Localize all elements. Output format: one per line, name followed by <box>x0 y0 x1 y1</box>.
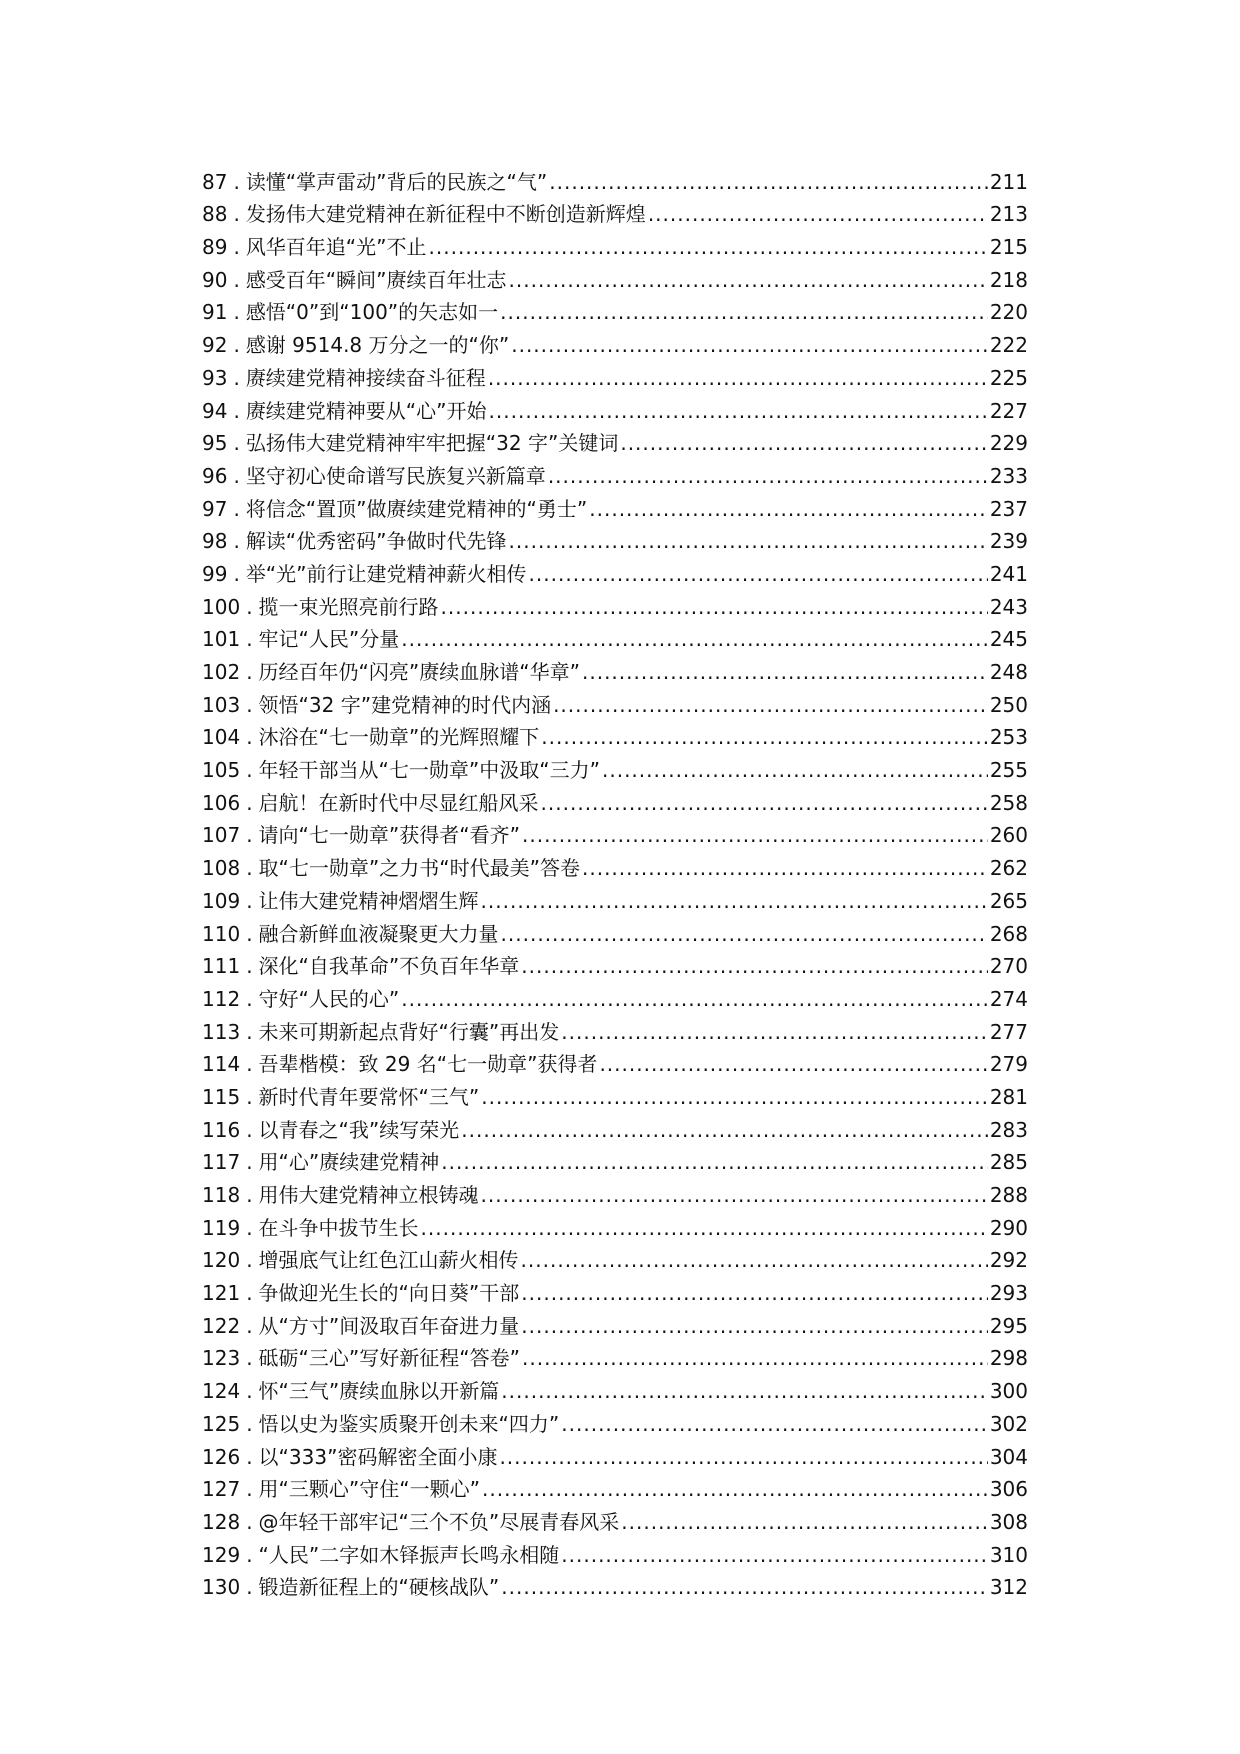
toc-entry-page-number: 225 <box>989 365 1028 390</box>
toc-entry-number: 93 <box>202 365 228 390</box>
toc-entry-number: 129 <box>202 1542 241 1567</box>
toc-entry-title: 以青春之“我”续写荣光 <box>258 1117 460 1142</box>
toc-entry-page-number: 253 <box>989 725 1028 750</box>
toc-entry-page-number: 293 <box>989 1281 1028 1306</box>
toc-entry[interactable] <box>202 1045 1028 1078</box>
toc-entry-title: 让伟大建党精神熠熠生辉 <box>258 888 479 913</box>
toc-entry-title: 砥砺“三心”写好新征程“答卷” <box>258 1346 520 1371</box>
toc-entry-number: 104 <box>202 725 241 750</box>
toc-entry-page-number: 260 <box>989 823 1028 848</box>
toc-entry-number: 113 <box>202 1019 241 1044</box>
toc-entry-page-number: 268 <box>989 921 1028 946</box>
toc-entry-page-number: 211 <box>989 169 1028 194</box>
toc-entry[interactable] <box>202 1470 1028 1503</box>
toc-entry-number: 130 <box>202 1575 241 1600</box>
toc-entry-page-number: 255 <box>989 758 1028 783</box>
toc-entry-separator: . <box>246 1019 253 1044</box>
toc-entry-number: 121 <box>202 1281 241 1306</box>
toc-entry-separator: . <box>246 1477 253 1502</box>
toc-entry-separator: . <box>233 496 240 521</box>
toc-entry-number: 95 <box>202 431 228 456</box>
toc-entry-separator: . <box>246 660 253 684</box>
toc-dot-leader <box>529 561 988 587</box>
toc-entry[interactable] <box>202 750 1028 783</box>
toc-entry[interactable] <box>202 554 1028 587</box>
toc-entry-title: 融合新鲜血液凝聚更大力量 <box>258 921 499 946</box>
toc-entry-page-number: 302 <box>989 1411 1028 1436</box>
toc-dot-leader <box>522 822 988 848</box>
toc-entry-separator: . <box>233 398 240 423</box>
toc-entry-title: 坚守初心使命谱写民族复兴新篇章 <box>245 463 546 488</box>
toc-entry-number: 110 <box>202 921 241 946</box>
toc-dot-leader <box>441 594 988 620</box>
toc-entry-title: 赓续建党精神接续奋斗征程 <box>245 365 486 390</box>
toc-entry-page-number: 233 <box>989 463 1028 488</box>
toc-entry[interactable] <box>202 848 1028 881</box>
toc-entry-page-number: 310 <box>989 1542 1028 1567</box>
toc-entry-separator: . <box>246 921 253 946</box>
toc-entry-page-number: 274 <box>989 986 1028 1011</box>
toc-entry[interactable] <box>202 358 1028 391</box>
toc-entry-page-number: 220 <box>989 300 1028 325</box>
toc-dot-leader <box>481 888 988 914</box>
toc-entry[interactable] <box>202 489 1028 522</box>
toc-entry-number: 94 <box>202 398 228 423</box>
toc-entry[interactable] <box>202 227 1028 260</box>
toc-entry-number: 105 <box>202 758 241 783</box>
toc-entry-number: 92 <box>202 333 228 358</box>
toc-entry[interactable] <box>202 1175 1028 1208</box>
toc-entry-page-number: 265 <box>989 888 1028 913</box>
toc-dot-leader <box>421 1215 988 1241</box>
toc-entry-number: 128 <box>202 1509 241 1534</box>
toc-entry-title: 举“光”前行让建党精神薪火相传 <box>245 561 527 586</box>
toc-entry-page-number: 262 <box>989 856 1028 881</box>
toc-entry[interactable] <box>202 1012 1028 1045</box>
toc-entry-title: 沐浴在“七一勋章”的光辉照耀下 <box>258 725 540 750</box>
toc-entry[interactable] <box>202 783 1028 816</box>
toc-entry-page-number: 248 <box>989 660 1028 684</box>
toc-entry[interactable] <box>202 391 1028 424</box>
toc-entry[interactable] <box>202 1143 1028 1176</box>
toc-entry-number: 101 <box>202 627 241 652</box>
toc-dot-leader <box>599 1051 987 1077</box>
toc-entry-title: 揽一束光照亮前行路 <box>258 594 439 619</box>
toc-entry-number: 98 <box>202 529 228 554</box>
toc-dot-leader <box>401 626 988 652</box>
toc-entry-number: 124 <box>202 1379 241 1404</box>
toc-entry[interactable] <box>202 652 1028 685</box>
toc-entry-title: 请向“七一勋章”获得者“看齐” <box>258 823 520 848</box>
toc-entry-title: 增强底气让红色江山薪火相传 <box>258 1248 519 1273</box>
toc-entry-page-number: 288 <box>989 1183 1028 1207</box>
toc-dot-leader <box>521 1313 988 1339</box>
toc-entry[interactable] <box>202 162 1028 195</box>
toc-entry-separator: . <box>233 561 240 586</box>
toc-dot-leader <box>509 267 988 293</box>
toc-entry-page-number: 295 <box>989 1313 1028 1338</box>
toc-dot-leader <box>511 332 988 358</box>
toc-entry-title: 感悟“0”到“100”的矢志如一 <box>245 300 499 325</box>
toc-entry-title: 读懂“掌声雷动”背后的民族之“气” <box>245 169 548 194</box>
toc-entry-page-number: 218 <box>989 267 1028 292</box>
toc-entry-separator: . <box>246 1575 253 1600</box>
toc-entry-number: 102 <box>202 660 241 684</box>
toc-entry-separator: . <box>246 1542 253 1567</box>
toc-entry[interactable] <box>202 195 1028 228</box>
toc-entry-page-number: 285 <box>989 1150 1028 1175</box>
toc-entry-title: 赓续建党精神要从“心”开始 <box>245 398 487 423</box>
toc-entry[interactable] <box>202 424 1028 457</box>
toc-entry-title: 将信念“置顶”做赓续建党精神的“勇士” <box>245 496 588 521</box>
toc-entry-title: 悟以史为鉴实质聚开创未来“四力” <box>258 1411 560 1436</box>
toc-entry[interactable] <box>202 1404 1028 1437</box>
toc-entry-number: 122 <box>202 1313 241 1338</box>
toc-entry-page-number: 290 <box>989 1215 1028 1240</box>
toc-entry-number: 112 <box>202 986 241 1011</box>
toc-entry-page-number: 243 <box>989 594 1028 619</box>
toc-dot-leader <box>401 986 988 1012</box>
toc-entry-title: 历经百年仍“闪亮”赓续血脉谱“华章” <box>258 660 580 684</box>
toc-entry[interactable] <box>202 881 1028 914</box>
toc-entry-separator: . <box>233 202 240 227</box>
toc-entry-separator: . <box>246 725 253 750</box>
toc-entry[interactable] <box>202 260 1028 293</box>
toc-dot-leader <box>589 496 988 522</box>
toc-entry-separator: . <box>246 1248 253 1273</box>
toc-entry-separator: . <box>246 1346 253 1371</box>
toc-entry[interactable] <box>202 1077 1028 1110</box>
toc-entry[interactable] <box>202 1535 1028 1568</box>
toc-entry-separator: . <box>246 1444 253 1469</box>
toc-entry[interactable] <box>202 979 1028 1012</box>
toc-entry-title: 争做迎光生长的“向日葵”干部 <box>258 1281 520 1306</box>
toc-entry-page-number: 213 <box>989 202 1028 227</box>
toc-entry-number: 127 <box>202 1477 241 1502</box>
toc-entry-number: 126 <box>202 1444 241 1469</box>
toc-entry-page-number: 241 <box>989 561 1028 586</box>
toc-entry-title: 弘扬伟大建党精神牢牢把握“32 字”关键词 <box>245 431 619 456</box>
toc-dot-leader <box>602 757 988 783</box>
toc-entry-number: 108 <box>202 856 241 881</box>
toc-entry-page-number: 298 <box>989 1346 1028 1371</box>
toc-entry-separator: . <box>246 1117 253 1142</box>
toc-entry[interactable] <box>202 456 1028 489</box>
toc-dot-leader <box>429 234 988 260</box>
toc-entry-number: 97 <box>202 496 228 521</box>
toc-dot-leader <box>521 1280 988 1306</box>
toc-entry-title: 锻造新征程上的“硬核战队” <box>258 1575 500 1600</box>
toc-entry-separator: . <box>233 431 240 456</box>
toc-entry-page-number: 300 <box>989 1379 1028 1404</box>
toc-entry-separator: . <box>246 692 253 717</box>
toc-entry[interactable] <box>202 1273 1028 1306</box>
toc-entry[interactable] <box>202 685 1028 718</box>
toc-entry-page-number: 222 <box>989 333 1028 358</box>
toc-entry[interactable] <box>202 947 1028 980</box>
toc-entry-separator: . <box>246 790 253 815</box>
toc-dot-leader <box>582 659 988 685</box>
toc-entry-page-number: 215 <box>989 235 1028 260</box>
toc-entry-title: 怀“三气”赓续血脉以开新篇 <box>258 1379 500 1404</box>
toc-entry-number: 115 <box>202 1084 241 1109</box>
toc-entry-separator: . <box>233 300 240 325</box>
toc-entry-number: 125 <box>202 1411 241 1436</box>
toc-entry-number: 106 <box>202 790 241 815</box>
toc-dot-leader <box>521 953 988 979</box>
toc-dot-leader <box>441 1149 988 1175</box>
toc-entry-title: 新时代青年要常怀“三气” <box>258 1084 480 1109</box>
toc-entry-number: 119 <box>202 1215 241 1240</box>
toc-dot-leader <box>501 921 988 947</box>
toc-entry-page-number: 277 <box>989 1019 1028 1044</box>
toc-entry-separator: . <box>233 267 240 292</box>
toc-entry-number: 116 <box>202 1117 241 1142</box>
toc-entry-separator: . <box>233 333 240 358</box>
toc-entry-separator: . <box>233 529 240 554</box>
toc-entry[interactable] <box>202 587 1028 620</box>
toc-entry-page-number: 306 <box>989 1477 1028 1502</box>
toc-entry-number: 89 <box>202 235 228 260</box>
toc-dot-leader <box>549 169 988 195</box>
toc-dot-leader <box>541 724 988 750</box>
toc-dot-leader <box>499 1444 987 1470</box>
toc-entry-page-number: 279 <box>989 1052 1028 1077</box>
toc-dot-leader <box>522 1345 988 1371</box>
toc-entry-separator: . <box>246 1411 253 1436</box>
toc-entry-separator: . <box>233 169 240 194</box>
toc-entry-separator: . <box>246 627 253 652</box>
toc-entry-page-number: 239 <box>989 529 1028 554</box>
toc-entry[interactable] <box>202 620 1028 653</box>
toc-entry-title: 深化“自我革命”不负百年华章 <box>258 954 520 979</box>
toc-entry-separator: . <box>246 1379 253 1404</box>
toc-entry-page-number: 270 <box>989 954 1028 979</box>
toc-dot-leader <box>553 692 988 718</box>
toc-entry-separator: . <box>246 1052 253 1077</box>
toc-entry-page-number: 245 <box>989 627 1028 652</box>
toc-entry[interactable] <box>202 718 1028 751</box>
toc-entry-title: 以“333”密码解密全面小康 <box>258 1444 498 1469</box>
toc-entry-separator: . <box>246 1313 253 1338</box>
toc-entry-title: 感谢 9514.8 万分之一的“你” <box>245 333 510 358</box>
toc-dot-leader <box>482 1476 988 1502</box>
toc-entry-separator: . <box>246 1215 253 1240</box>
table-of-contents <box>202 162 1028 1600</box>
toc-entry-title: 牢记“人民”分量 <box>258 627 400 652</box>
toc-dot-leader <box>648 201 988 227</box>
toc-entry-title: 启航！在新时代中尽显红船风采 <box>258 790 539 815</box>
toc-entry-separator: . <box>246 1183 253 1207</box>
toc-dot-leader <box>501 1378 988 1404</box>
toc-entry[interactable] <box>202 914 1028 947</box>
toc-entry-number: 96 <box>202 463 228 488</box>
toc-entry-page-number: 229 <box>989 431 1028 456</box>
toc-entry[interactable] <box>202 522 1028 555</box>
toc-entry[interactable] <box>202 1306 1028 1339</box>
toc-dot-leader <box>481 1084 988 1110</box>
toc-dot-leader <box>561 1019 988 1045</box>
toc-entry-separator: . <box>246 954 253 979</box>
toc-entry-title: 年轻干部当从“七一勋章”中汲取“三力” <box>258 758 600 783</box>
toc-entry-number: 103 <box>202 692 241 717</box>
toc-entry-title: 用“心”赓续建党精神 <box>258 1150 440 1175</box>
toc-dot-leader <box>620 430 987 456</box>
toc-entry-separator: . <box>246 1084 253 1109</box>
toc-entry[interactable] <box>202 816 1028 849</box>
toc-entry-separator: . <box>246 1150 253 1175</box>
toc-entry-number: 111 <box>202 954 241 979</box>
toc-dot-leader <box>488 365 988 391</box>
toc-entry-number: 87 <box>202 169 228 194</box>
toc-entry-separator: . <box>246 594 253 619</box>
toc-entry-number: 99 <box>202 561 228 586</box>
toc-entry[interactable] <box>202 1371 1028 1404</box>
toc-entry-page-number: 281 <box>989 1084 1028 1109</box>
toc-entry-number: 118 <box>202 1183 241 1207</box>
toc-entry-separator: . <box>246 986 253 1011</box>
toc-entry-page-number: 292 <box>989 1248 1028 1273</box>
toc-entry-separator: . <box>233 235 240 260</box>
toc-dot-leader <box>509 528 988 554</box>
toc-entry-page-number: 258 <box>989 790 1028 815</box>
toc-entry-title: @年轻干部牢记“三个不负”尽展青春风采 <box>258 1509 620 1534</box>
toc-entry-title: 从“方寸”间汲取百年奋进力量 <box>258 1313 520 1338</box>
toc-entry-title: 吾辈楷模：致 29 名“七一勋章”获得者 <box>258 1052 598 1077</box>
toc-entry-title: “人民”二字如木铎振声长鸣永相随 <box>258 1542 560 1567</box>
toc-entry-number: 88 <box>202 202 228 227</box>
toc-entry-separator: . <box>246 758 253 783</box>
toc-entry[interactable] <box>202 325 1028 358</box>
toc-entry-separator: . <box>233 365 240 390</box>
toc-entry-separator: . <box>246 1281 253 1306</box>
toc-entry-title: 守好“人民的心” <box>258 986 400 1011</box>
toc-dot-leader <box>521 1247 988 1273</box>
toc-entry[interactable] <box>202 1110 1028 1143</box>
toc-entry-number: 107 <box>202 823 241 848</box>
toc-entry-separator: . <box>233 463 240 488</box>
toc-entry-page-number: 308 <box>989 1509 1028 1534</box>
toc-entry-title: 解读“优秀密码”争做时代先锋 <box>245 529 507 554</box>
toc-dot-leader <box>481 1182 988 1208</box>
toc-entry[interactable] <box>202 1502 1028 1535</box>
toc-dot-leader <box>582 855 988 881</box>
toc-entry[interactable] <box>202 1241 1028 1274</box>
toc-entry-number: 123 <box>202 1346 241 1371</box>
toc-entry-separator: . <box>246 856 253 881</box>
toc-entry-title: 感受百年“瞬间”赓续百年壮志 <box>245 267 507 292</box>
toc-dot-leader <box>500 299 988 325</box>
toc-entry-title: 在斗争中拔节生长 <box>258 1215 419 1240</box>
toc-dot-leader <box>541 790 988 816</box>
toc-dot-leader <box>621 1509 988 1535</box>
toc-entry-title: 发扬伟大建党精神在新征程中不断创造新辉煌 <box>245 202 646 227</box>
toc-entry-number: 120 <box>202 1248 241 1273</box>
toc-entry-title: 领悟“32 字”建党精神的时代内涵 <box>258 692 552 717</box>
toc-entry-number: 90 <box>202 267 228 292</box>
toc-entry-number: 114 <box>202 1052 241 1077</box>
toc-entry-number: 109 <box>202 888 241 913</box>
toc-dot-leader <box>561 1411 988 1437</box>
toc-entry[interactable] <box>202 1568 1028 1601</box>
toc-entry-separator: . <box>246 823 253 848</box>
toc-entry-title: 风华百年追“光”不止 <box>245 235 427 260</box>
toc-dot-leader <box>561 1542 988 1568</box>
toc-entry[interactable] <box>202 293 1028 326</box>
toc-entry[interactable] <box>202 1208 1028 1241</box>
toc-entry-separator: . <box>246 1509 253 1534</box>
toc-entry-page-number: 283 <box>989 1117 1028 1142</box>
toc-entry-title: 未来可期新起点背好“行囊”再出发 <box>258 1019 560 1044</box>
toc-dot-leader <box>501 1574 988 1600</box>
toc-entry-page-number: 237 <box>989 496 1028 521</box>
toc-entry-page-number: 250 <box>989 692 1028 717</box>
toc-entry-number: 100 <box>202 594 241 619</box>
toc-entry-page-number: 304 <box>989 1444 1028 1469</box>
toc-entry[interactable] <box>202 1437 1028 1470</box>
toc-entry-page-number: 227 <box>989 398 1028 423</box>
toc-entry-title: 取“七一勋章”之力书“时代最美”答卷 <box>258 856 580 881</box>
toc-dot-leader <box>548 463 988 489</box>
toc-dot-leader <box>461 1117 988 1143</box>
toc-entry-title: 用“三颗心”守住“一颗心” <box>258 1477 480 1502</box>
toc-dot-leader <box>489 398 988 424</box>
toc-entry-separator: . <box>246 888 253 913</box>
toc-entry-title: 用伟大建党精神立根铸魂 <box>258 1183 479 1207</box>
toc-entry[interactable] <box>202 1339 1028 1372</box>
toc-entry-number: 91 <box>202 300 228 325</box>
toc-entry-number: 117 <box>202 1150 241 1175</box>
toc-entry-page-number: 312 <box>989 1575 1028 1600</box>
